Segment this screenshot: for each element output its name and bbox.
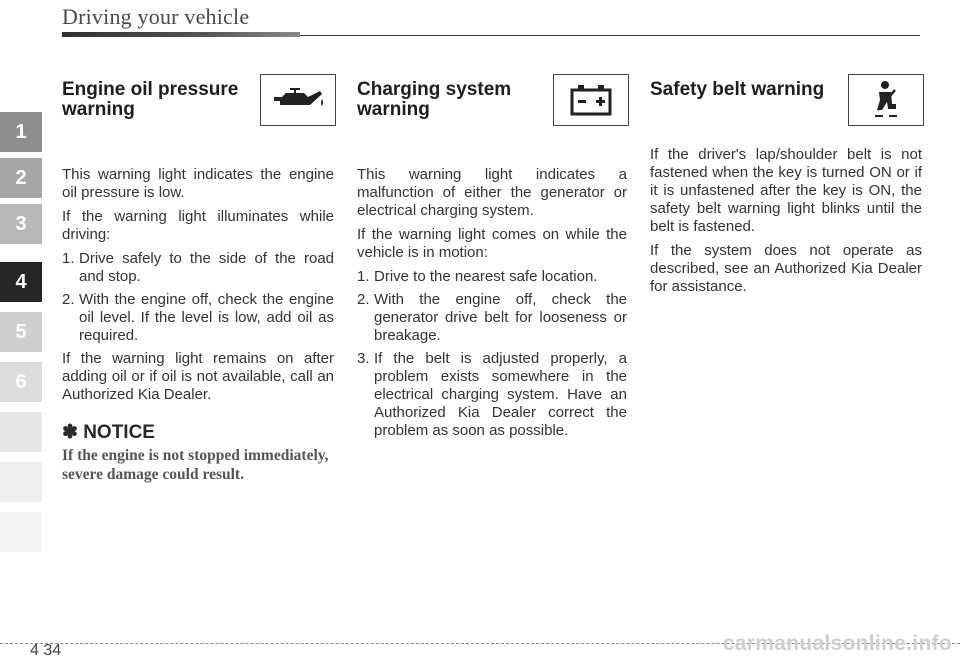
safety-belt-title: Safety belt warning (650, 79, 825, 100)
charging-warning-icon-box (553, 74, 629, 126)
seatbelt-warning-icon-box (848, 74, 924, 126)
oil-lead-text: If the warning light illuminates while driving: (62, 208, 334, 243)
chapter-tab-7[interactable] (0, 412, 42, 452)
belt-para-1: If the driver's lap/shoulder belt is not fastened when the key is turned ON or if it is unfastened after the key is ON, the safety belt warning light blinks until the belt is fastened. (650, 146, 922, 235)
charging-intro-text: This warning light indicates a malfunction of either the generator or electrical charging system. (357, 166, 627, 219)
chapter-tab-4[interactable]: 4 (0, 262, 42, 302)
chapter-tab-1[interactable]: 1 (0, 112, 42, 152)
notice-heading: ✽ NOTICE (62, 422, 155, 443)
chapter-tab-9[interactable] (0, 512, 42, 552)
chapter-tab-3[interactable]: 3 (0, 204, 42, 244)
header-rule-thick (62, 32, 300, 37)
oil-intro-text: This warning light indicates the engine oil pressure is low. (62, 166, 334, 201)
chapter-tab-2[interactable]: 2 (0, 158, 42, 198)
charging-step-3: 3. If the belt is adjusted properly, a problem exists somewhere in the electrical charging system. Have an Authorized Kia Dealer correct the problem as soon as possible. (357, 350, 627, 439)
notice-text: If the engine is not stopped immediately, severe damage could result. (62, 447, 329, 483)
oil-step-2: 2. With the engine off, check the engine oil level. If the level is low, add oil as required. (62, 291, 334, 344)
belt-para-2: If the system does not operate as described, see an Authorized Kia Dealer for assistance. (650, 242, 922, 295)
chapter-tab-8[interactable] (0, 462, 42, 502)
chapter-tab-5[interactable]: 5 (0, 312, 42, 352)
oil-pressure-title: Engine oil pressure warning (62, 79, 239, 120)
safety-belt-section (650, 80, 922, 302)
oil-can-icon (270, 85, 326, 115)
watermark: carmanualsonline.info (722, 632, 952, 655)
chapter-tab-6[interactable]: 6 (0, 362, 42, 402)
battery-icon (569, 83, 613, 117)
oil-pressure-section (62, 80, 334, 484)
page-number: 4 34 (30, 642, 62, 659)
header-rule-thin (300, 35, 920, 36)
oil-step-1: 1. Drive safely to the side of the road and stop. (62, 250, 334, 285)
charging-lead-text: If the warning light comes on while the vehicle is in motion: (357, 226, 627, 261)
seatbelt-icon (869, 80, 903, 120)
charging-step-2: 2. With the engine off, check the generator drive belt for looseness or breakage. (357, 291, 627, 344)
oil-after-text: If the warning light remains on after adding oil or if oil is not available, call an Authorized Kia Dealer. (62, 350, 334, 403)
charging-system-section (357, 80, 627, 445)
charging-system-title: Charging system warning (357, 79, 512, 120)
oil-warning-icon-box (260, 74, 336, 126)
page-header-title: Driving your vehicle (62, 4, 250, 29)
charging-step-1: 1. Drive to the nearest safe location. (357, 268, 598, 285)
